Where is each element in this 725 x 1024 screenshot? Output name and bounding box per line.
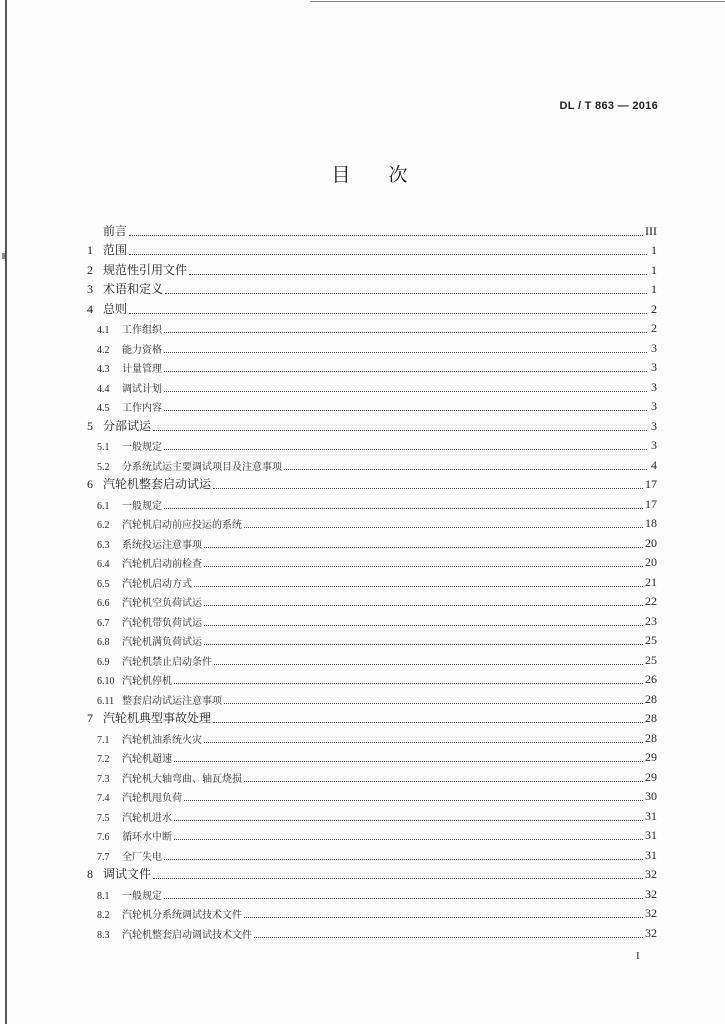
toc-entry-page: 28 — [645, 711, 657, 725]
toc-entry-title: 汽轮机典型事故处理 — [103, 711, 212, 725]
toc-dot-leader — [129, 254, 647, 255]
toc-entry-number: 7.1 — [97, 734, 110, 746]
toc-entry-title: 工作组织 — [122, 325, 162, 336]
toc-entry-number: 6.3 — [97, 539, 110, 551]
toc-entry-number: 4.1 — [97, 325, 110, 336]
toc-entry-number: 3 — [87, 282, 93, 296]
toc-entry-title: 规范性引用文件 — [103, 262, 188, 277]
toc-entry — [87, 453, 657, 473]
toc-entry-page: 23 — [645, 613, 657, 628]
toc-entry-number: 4.5 — [97, 403, 110, 414]
toc-entry — [87, 297, 657, 317]
toc-dot-leader — [153, 878, 643, 879]
scan-edge-line-left — [5, 0, 7, 1024]
toc-entry-page: 20 — [645, 555, 657, 569]
toc-dot-leader — [165, 293, 647, 294]
toc-entry — [87, 707, 657, 727]
toc-entry-number: 6.11 — [97, 695, 115, 707]
toc-entry-title: 汽轮机甩负荷 — [122, 793, 182, 804]
toc-entry-title: 术语和定义 — [103, 282, 164, 296]
toc-dot-leader — [164, 391, 647, 392]
toc-dot-leader — [174, 683, 643, 684]
toc-entry — [87, 863, 657, 883]
toc-entry — [87, 609, 657, 629]
toc-entry — [87, 746, 657, 766]
toc-entry-page: 30 — [645, 789, 657, 803]
toc-entry-number: 7.2 — [97, 754, 110, 765]
toc-entry — [87, 531, 657, 551]
toc-entry-title: 一般规定 — [122, 442, 162, 453]
page-title: 目 次 — [331, 164, 408, 186]
scan-artifact-mark — [2, 253, 6, 259]
toc-entry — [87, 785, 657, 805]
toc-dot-leader — [153, 430, 647, 431]
toc-dot-leader — [254, 937, 643, 938]
toc-entry-page: 18 — [645, 516, 657, 530]
toc-entry-number: 2 — [87, 262, 93, 277]
toc-entry-page: 4 — [651, 457, 657, 472]
toc-dot-leader — [174, 820, 643, 821]
toc-entry-number: 7.3 — [97, 773, 110, 785]
toc-entry-number: 7 — [87, 711, 93, 725]
toc-entry-number: 5 — [87, 418, 93, 433]
toc-entry — [87, 629, 657, 649]
toc-dot-leader — [164, 449, 647, 450]
toc-entry-page: 1 — [651, 282, 657, 296]
toc-dot-leader — [164, 859, 643, 860]
toc-entry-page: 25 — [645, 633, 657, 647]
toc-entry-title: 范围 — [103, 243, 128, 257]
toc-entry-page: 31 — [645, 808, 657, 823]
toc-dot-leader — [204, 605, 643, 606]
toc-entry-page: 17 — [645, 496, 657, 511]
toc-entry — [87, 765, 657, 785]
toc-entry-page: 20 — [645, 535, 657, 550]
toc-entry-number: 8.1 — [97, 890, 110, 902]
toc-entry-number: 4.4 — [97, 383, 110, 395]
toc-entry — [87, 843, 657, 863]
toc-entry-number: 4.3 — [97, 364, 110, 375]
toc-dot-leader — [164, 508, 643, 509]
toc-dot-leader — [129, 235, 643, 236]
toc-entry-title: 汽轮机整套启动调试技术文件 — [122, 929, 252, 941]
toc-entry — [87, 434, 657, 454]
toc-entry-title: 汽轮机停机 — [122, 676, 172, 687]
toc-entry — [87, 882, 657, 902]
toc-dot-leader — [164, 332, 647, 333]
toc-entry-title: 计量管理 — [122, 364, 162, 375]
toc-entry-title: 工作内容 — [122, 403, 162, 414]
toc-entry — [87, 336, 657, 356]
toc-entry — [87, 219, 657, 239]
toc-entry-number: 6.1 — [97, 500, 110, 512]
toc-entry-page: 17 — [645, 477, 657, 491]
toc-dot-leader — [213, 722, 643, 723]
toc-entry-title: 汽轮机整套启动试运 — [103, 477, 212, 491]
toc-entry — [87, 921, 657, 941]
toc-entry — [87, 356, 657, 376]
toc-dot-leader — [174, 839, 643, 840]
toc-dot-leader — [204, 566, 643, 567]
toc-entry-title: 整套启动试运注意事项 — [122, 695, 222, 707]
toc-entry-title: 总则 — [103, 301, 128, 316]
toc-entry-number: 6.8 — [97, 637, 110, 648]
toc-entry-number: 1 — [87, 243, 93, 257]
toc-entry — [87, 804, 657, 824]
toc-entry-page: 31 — [645, 828, 657, 842]
scan-edge-line-top — [310, 1, 725, 2]
toc-entry-number: 5.2 — [97, 461, 110, 473]
toc-entry-page: 32 — [645, 867, 657, 881]
toc-dot-leader — [204, 625, 643, 626]
toc-entry — [87, 395, 657, 415]
toc-entry-title: 汽轮机启动前检查 — [122, 559, 202, 570]
toc-entry-title: 系统投运注意事项 — [122, 539, 202, 551]
toc-entry-title: 一般规定 — [122, 500, 162, 512]
toc-entry-number: 8.3 — [97, 929, 110, 941]
toc-entry-number: 6.6 — [97, 598, 110, 609]
toc-dot-leader — [189, 274, 647, 275]
toc-entry-number: 5.1 — [97, 442, 110, 453]
toc-entry-title: 汽轮机启动前应投运的系统 — [122, 520, 242, 531]
document-code-header: DL / T 863 — 2016 — [559, 100, 658, 112]
toc-dot-leader — [129, 313, 647, 314]
toc-entry-number: 6 — [87, 477, 93, 491]
toc-entry-page: 3 — [651, 438, 657, 452]
toc-entry-page: 2 — [651, 301, 657, 316]
toc-entry — [87, 492, 657, 512]
toc-entry-page: 2 — [651, 321, 657, 335]
toc-entry — [87, 258, 657, 278]
toc-entry-title: 全厂失电 — [122, 851, 162, 863]
toc-dot-leader — [224, 703, 643, 704]
toc-entry-title: 汽轮机超速 — [122, 754, 172, 765]
toc-entry-title: 汽轮机进水 — [122, 812, 172, 824]
toc-entry — [87, 648, 657, 668]
toc-dot-leader — [213, 488, 643, 489]
toc-entry-title: 汽轮机空负荷试运 — [122, 598, 202, 609]
toc-entry — [87, 551, 657, 571]
toc-entry-title: 分部试运 — [103, 418, 152, 433]
toc-dot-leader — [244, 781, 643, 782]
toc-entry — [87, 668, 657, 688]
toc-entry-page: 32 — [645, 886, 657, 901]
toc-entry-title: 调试文件 — [103, 867, 152, 881]
toc-entry-page: 3 — [651, 399, 657, 413]
toc-entry-page: 28 — [645, 691, 657, 706]
toc-entry-page: 29 — [645, 769, 657, 784]
toc-entry-title: 能力资格 — [122, 344, 162, 356]
toc-entry-number: 7.5 — [97, 812, 110, 824]
toc-entry-page: 32 — [645, 925, 657, 940]
toc-dot-leader — [284, 469, 647, 470]
toc-entry-page: 1 — [651, 243, 657, 257]
toc-entry-title: 前言 — [103, 223, 128, 238]
toc-dot-leader — [164, 352, 647, 353]
toc-dot-leader — [244, 527, 643, 528]
toc-entry-page: 28 — [645, 730, 657, 745]
toc-entry-title: 汽轮机启动方式 — [122, 578, 192, 590]
toc-entry-number: 6.9 — [97, 656, 110, 668]
toc-entry-page: 22 — [645, 594, 657, 608]
toc-entry-number: 6.7 — [97, 617, 110, 629]
toc-entry-page: 26 — [645, 672, 657, 686]
toc-entry-page: 1 — [651, 262, 657, 277]
toc-entry-number: 7.4 — [97, 793, 110, 804]
toc-entry-title: 汽轮机油系统火灾 — [122, 734, 202, 746]
toc-entry-number: 4 — [87, 301, 93, 316]
toc-dot-leader — [244, 917, 643, 918]
toc-entry-title: 循环水中断 — [122, 832, 172, 843]
toc-entry-number: 4.2 — [97, 344, 110, 356]
toc-entry-title: 汽轮机满负荷试运 — [122, 637, 202, 648]
toc-dot-leader — [194, 586, 643, 587]
toc-entry — [87, 902, 657, 922]
toc-entry-title: 分系统试运主要调试项目及注意事项 — [122, 461, 282, 473]
toc-entry-number: 6.2 — [97, 520, 110, 531]
toc-entry-page: 3 — [651, 379, 657, 394]
toc-entry — [87, 590, 657, 610]
toc-dot-leader — [184, 800, 643, 801]
toc-entry-page: 3 — [651, 418, 657, 433]
toc-entry-page: III — [645, 223, 657, 238]
toc-entry-number: 6.4 — [97, 559, 110, 570]
toc-entry-page: 32 — [645, 906, 657, 920]
toc-entry — [87, 570, 657, 590]
toc-entry-page: 25 — [645, 652, 657, 667]
toc-entry-title: 汽轮机大轴弯曲、轴瓦烧损 — [122, 773, 242, 785]
toc-dot-leader — [204, 742, 643, 743]
toc-entry — [87, 375, 657, 395]
page-number: I — [636, 950, 640, 962]
toc-dot-leader — [164, 371, 647, 372]
toc-entry — [87, 239, 657, 259]
toc-entry-page: 3 — [651, 340, 657, 355]
toc-entry — [87, 414, 657, 434]
toc-entry-title: 汽轮机禁止启动条件 — [122, 656, 212, 668]
toc-dot-leader — [174, 761, 643, 762]
toc-entry-title: 汽轮机分系统调试技术文件 — [122, 910, 242, 921]
toc-entry — [87, 726, 657, 746]
toc-entry — [87, 278, 657, 298]
toc-entry-number: 6.5 — [97, 578, 110, 590]
toc-entry — [87, 687, 657, 707]
toc-dot-leader — [204, 644, 643, 645]
toc-entry — [87, 473, 657, 493]
toc-entry-title: 调试计划 — [122, 383, 162, 395]
toc-dot-leader — [214, 664, 643, 665]
table-of-contents — [87, 219, 657, 941]
toc-dot-leader — [164, 410, 647, 411]
toc-dot-leader — [204, 547, 643, 548]
toc-entry-number: 7.6 — [97, 832, 110, 843]
toc-dot-leader — [164, 898, 643, 899]
toc-entry — [87, 317, 657, 337]
toc-entry-number: 8 — [87, 867, 93, 881]
toc-entry — [87, 512, 657, 532]
toc-entry-title: 一般规定 — [122, 890, 162, 902]
toc-entry-page: 31 — [645, 847, 657, 862]
toc-entry — [87, 824, 657, 844]
toc-entry-number: 6.10 — [97, 676, 115, 687]
toc-entry-page: 3 — [651, 360, 657, 374]
toc-entry-title: 汽轮机带负荷试运 — [122, 617, 202, 629]
toc-entry-number: 8.2 — [97, 910, 110, 921]
toc-entry-page: 29 — [645, 750, 657, 764]
toc-entry-number: 7.7 — [97, 851, 110, 863]
toc-entry-page: 21 — [645, 574, 657, 589]
